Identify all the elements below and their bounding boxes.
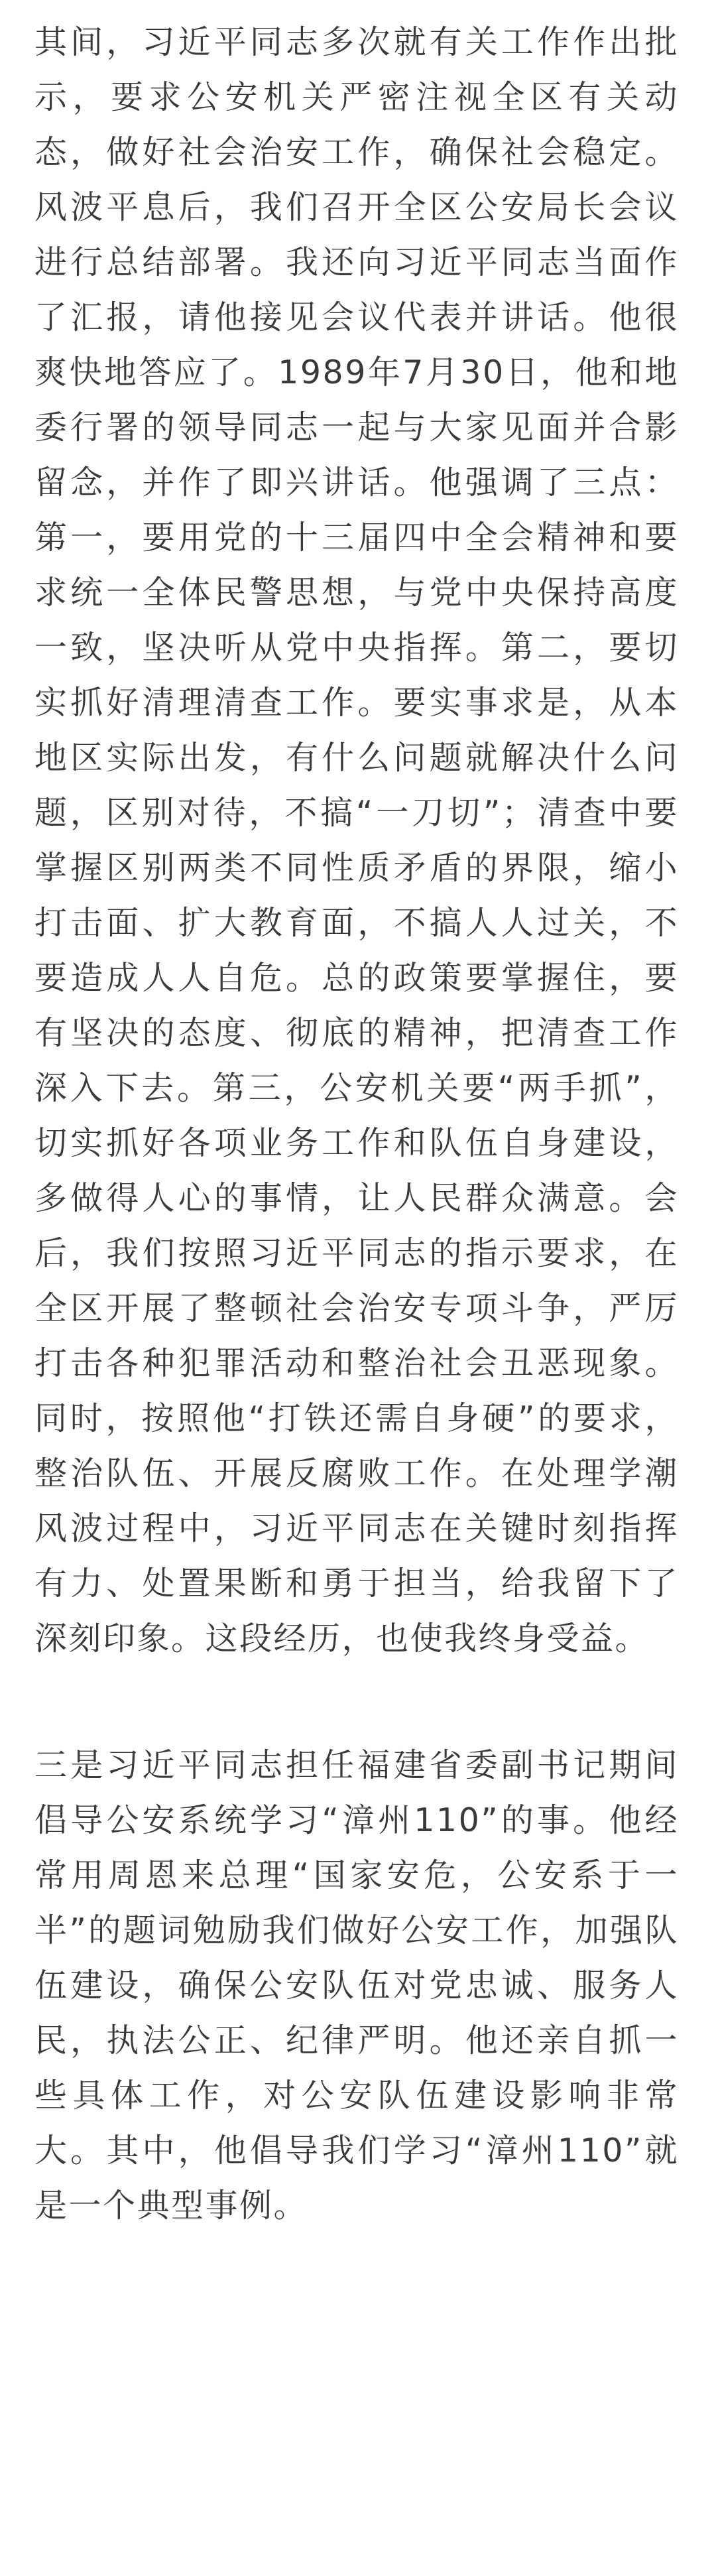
paragraph-1: 其间，习近平同志多次就有关工作作出批示，要求公安机关严密注视全区有关动态，做好社会治安工作，确保社会稳定。风波平息后，我们召开全区公安局长会议进行总结部署。我还向习近平同志当面作了汇报，请他接见会议代表并讲话。他很爽快地答应了。1989年7月30日，他和地委行署的领导同志一起与大家见面并合影留念，并作了即兴讲话。他强调了三点：第一，要用党的十三届四中全会精神和要求统一全体民警思想，与党中央保持高度一致，坚决听从党中央指挥。第二，要切实抓好清理清查工作。要实事求是，从本地区实际出发，有什么问题就解决什么问题，区别对待，不搞“一刀切”；清查中要掌握区别两类不同性质矛盾的界限，缩小打击面、扩大教育面，不搞人人过关，不要造成人人自危。总的政策要掌握住，要有坚决的态度、彻底的精神，把清查工作深入下去。第三，公安机关要“两手抓”，切实抓好各项业务工作和队伍自身建设，多做得人心的事情，让人民群众满意。会后，我们按照习近平同志的指示要求，在全区开展了整顿社会治安专项斗争，严厉打击各种犯罪活动和整治社会丑恶现象。同时，按照他“打铁还需自身硬”的要求，整治队伍、开展反腐败工作。在处理学潮风波过程中，习近平同志在关键时刻指挥有力、处置果断和勇于担当，给我留下了深刻印象。这段经历，也使我终身受益。	[34, 23, 679, 1657]
paragraph-2: 三是习近平同志担任福建省委副书记期间倡导公安系统学习“漳州110”的事。他经常用周恩来总理“国家安危，公安系于一半”的题词勉励我们做好公安工作，加强队伍建设，确保公安队伍对党忠诚、服务人民，执法公正、纪律严明。他还亲自抓一些具体工作，对公安队伍建设影响非常大。其中，他倡导我们学习“漳州110”就是一个典型事例。	[34, 1746, 679, 2224]
article-body	[34, 15, 679, 2233]
paragraph-spacer	[34, 1666, 679, 1738]
